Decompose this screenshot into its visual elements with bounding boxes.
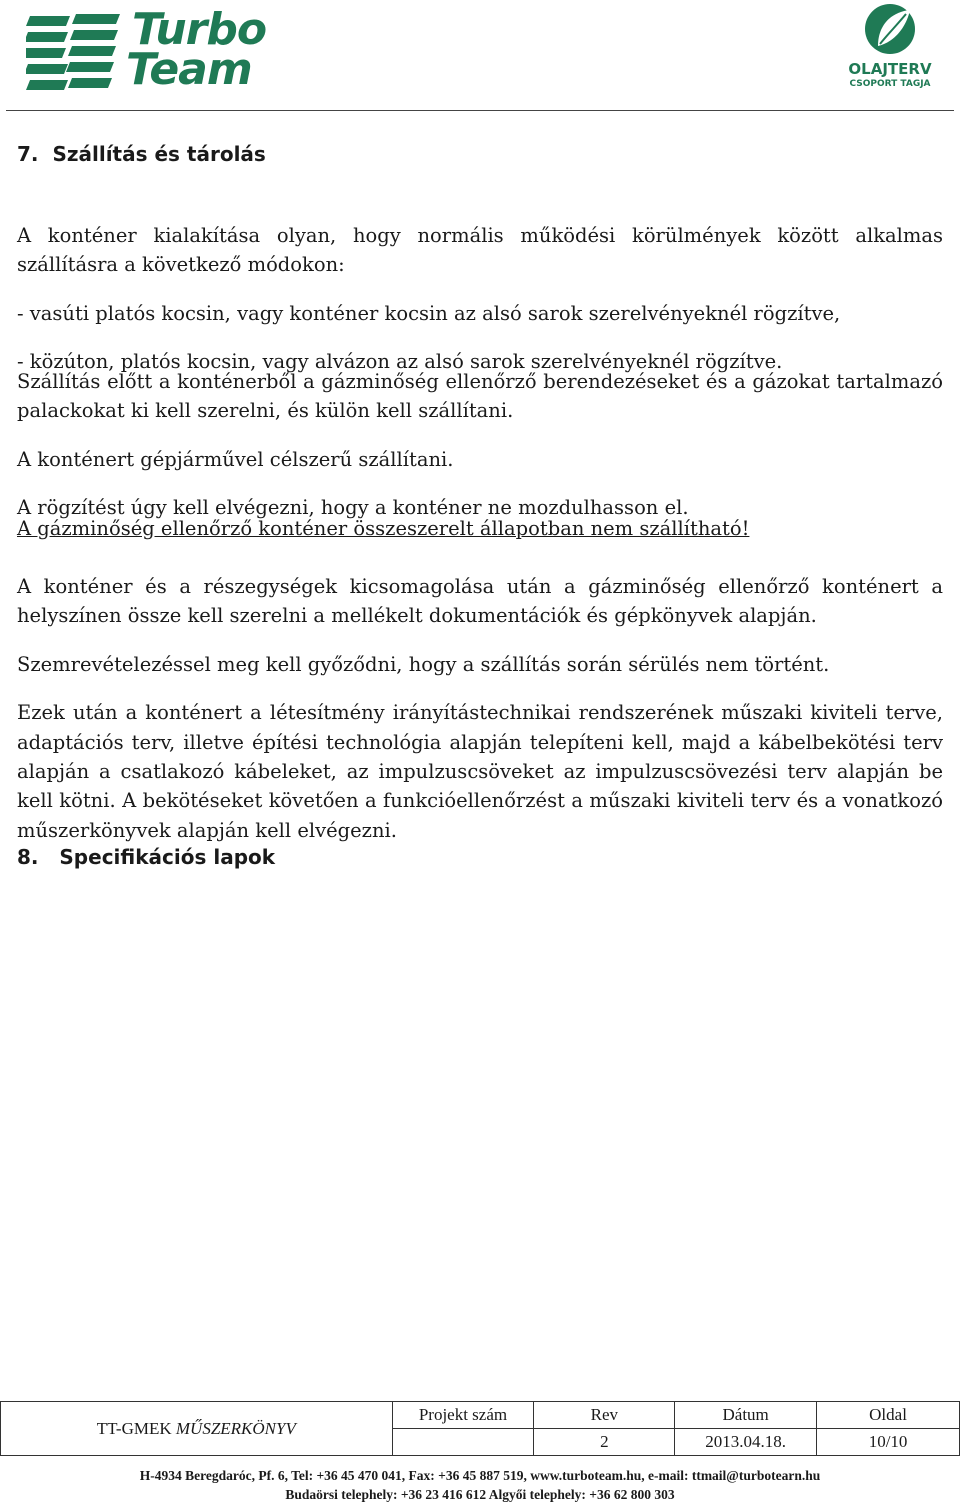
paragraph-line: Ezek után a konténert a létesítmény irányítástechnikai rendszerének műszaki kiviteli terve, adaptációs terv, illetve építési technológia alapján telepíteni kell, majd a kábelbekötési terv alapján a csatlakozó kábeleket, az impulzuscsöveket az impulzuscsövezési terv alapján be kell kötni. A bekötéseket követően a funkcióellenőrzést a műszaki kiviteli terv és a vonatkozó műszerkönyvek alapján kell elvégezni. xyxy=(17,701,943,842)
logo-word-turbo: Turbo xyxy=(132,4,267,55)
paragraph-line: A konténer és a részegységek kicsomagolása után a gázminőség ellenőrző konténert a helyszínen össze kell szerelni a mellékelt dokumentációk és gépkönyvek alapján. xyxy=(17,574,943,627)
footer-header-rev: Rev xyxy=(534,1402,675,1429)
paragraph-line: Szállítás előtt a konténerből a gázminőség ellenőrző berendezéseket és a gázokat tartalmazó palackokat ki kell szerelni, és külön kell szállítani. xyxy=(17,369,943,422)
footer-header-date: Dátum xyxy=(675,1402,817,1429)
footer-header-page: Oldal xyxy=(817,1402,960,1429)
partner-subtitle: CSOPORT TAGJA xyxy=(849,79,931,89)
footer-value-date: 2013.04.18. xyxy=(675,1429,817,1456)
paragraph-line: Szemrevételezéssel meg kell győződni, hogy a szállítás során sérülés nem történt. xyxy=(17,652,830,676)
footer-header-project: Projekt szám xyxy=(392,1402,534,1429)
footer-address-line-1: H-4934 Beregdaróc, Pf. 6, Tel: +36 45 470 041, Fax: +36 45 887 519, www.turboteam.hu, e-mail: ttmail@turbotearn.hu xyxy=(139,1468,821,1483)
footer-doc-code: TT-GMEK xyxy=(96,1418,172,1438)
page-header xyxy=(0,0,960,112)
section-7-title: Szállítás és tárolás xyxy=(52,142,266,166)
paragraph-line: A konténer kialakítása olyan, hogy normális működési körülmények között alkalmas szállításra a következő módokon: xyxy=(17,223,943,276)
paragraph-installation xyxy=(17,552,943,864)
olajterv-leaf-icon xyxy=(840,2,940,60)
section-8-title: Specifikációs lapok xyxy=(59,845,276,869)
paragraph-line: - közúton, platós kocsin, vagy alvázon az alsó sarok szerelvényeknél rögzítve. xyxy=(17,350,783,374)
turboteam-stripes-icon xyxy=(26,10,126,90)
paragraph-line: A rögzítést úgy kell elvégezni, hogy a konténer ne mozdulhasson el. xyxy=(17,496,689,520)
paragraph-line: - vasúti platós kocsin, vagy konténer kocsin az alsó sarok szerelvényeknél rögzítve, xyxy=(17,301,841,325)
footer-table xyxy=(0,1401,960,1456)
footer-address-line-2: Budaörsi telephely: +36 23 416 612 Algyői telephely: +36 62 800 303 xyxy=(285,1487,675,1502)
warning-line: A gázminőség ellenőrző konténer összeszerelt állapotban nem szállítható! xyxy=(17,516,750,540)
section-8-number: 8. xyxy=(17,845,39,869)
footer-doc-title xyxy=(1,1402,393,1456)
footer-value-page: 10/10 xyxy=(817,1429,960,1456)
olajterv-logo xyxy=(840,2,940,102)
partner-name: OLAJTERV xyxy=(848,60,932,78)
paragraph-line: A konténert gépjárművel célszerű szállítani. xyxy=(17,447,454,471)
footer-doc-type: MŰSZERKÖNYV xyxy=(175,1418,296,1438)
turboteam-logo xyxy=(26,4,336,95)
footer-address xyxy=(0,1466,960,1504)
footer-value-project xyxy=(392,1429,534,1456)
section-7-number: 7. xyxy=(17,142,39,166)
logo-word-team: Team xyxy=(126,44,252,95)
section-7-heading xyxy=(17,142,266,166)
footer-value-rev: 2 xyxy=(534,1429,675,1456)
header-divider xyxy=(6,110,954,111)
section-8-heading xyxy=(17,845,275,869)
